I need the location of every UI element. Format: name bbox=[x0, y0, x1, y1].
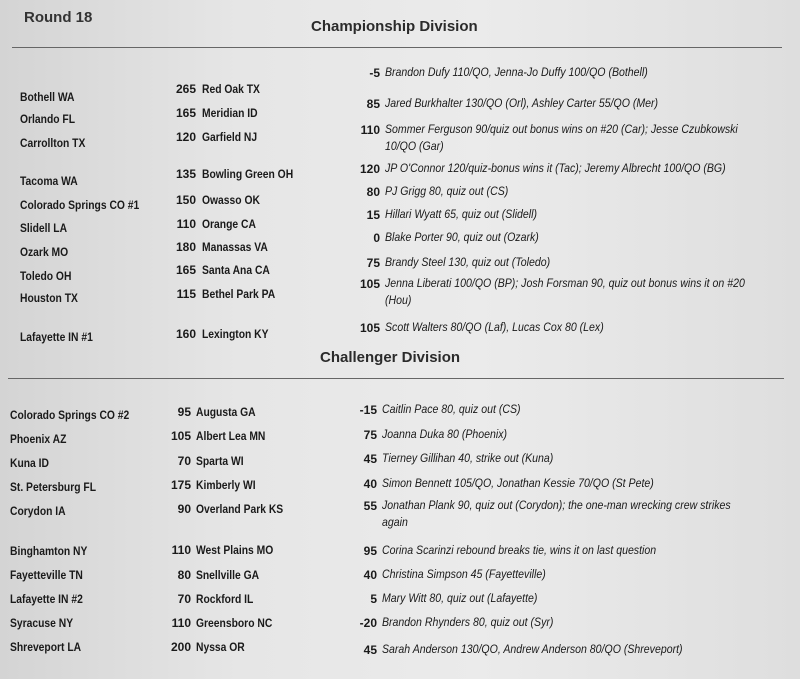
winner-score: 90 bbox=[177, 502, 191, 516]
winner-team: Tacoma WA bbox=[20, 174, 78, 188]
score-margin: 0 bbox=[373, 231, 380, 245]
winner-team: Phoenix AZ bbox=[10, 432, 67, 446]
loser-team: Nyssa OR bbox=[196, 640, 245, 654]
winner-team: Syracuse NY bbox=[10, 616, 74, 630]
score-margin: 105 bbox=[359, 277, 380, 291]
winner-score: 120 bbox=[175, 130, 196, 144]
winner-score: 110 bbox=[171, 543, 191, 557]
game-note: Hillari Wyatt 65, quiz out (Slidell) bbox=[385, 207, 538, 221]
score-margin: 40 bbox=[363, 477, 377, 491]
loser-team: Snellville GA bbox=[196, 568, 260, 582]
score-margin: 55 bbox=[363, 499, 377, 513]
winner-team: Lafayette IN #1 bbox=[20, 330, 93, 344]
winner-score: 135 bbox=[175, 167, 196, 181]
score-margin: 80 bbox=[366, 185, 380, 199]
winner-score: 265 bbox=[175, 82, 196, 96]
loser-team: Red Oak TX bbox=[202, 82, 260, 96]
winner-score: 70 bbox=[177, 592, 191, 606]
score-margin: 45 bbox=[363, 452, 377, 466]
championship-division-title: Championship Division bbox=[311, 18, 478, 35]
score-margin: 40 bbox=[363, 568, 377, 582]
game-note: Blake Porter 90, quiz out (Ozark) bbox=[385, 230, 539, 244]
winner-score: 80 bbox=[177, 568, 191, 582]
game-note: JP O'Connor 120/quiz-bonus wins it (Tac); Jeremy Albrecht 100/QO (BG) bbox=[385, 161, 726, 175]
game-note: Jenna Liberati 100/QO (BP); Josh Forsman 90, quiz out bonus wins it on #20 (Hou) bbox=[385, 276, 745, 307]
loser-team: Orange CA bbox=[202, 217, 256, 231]
winner-team: Shreveport LA bbox=[10, 640, 82, 654]
game-note: Brandy Steel 130, quiz out (Toledo) bbox=[385, 255, 551, 269]
game-note: Sommer Ferguson 90/quiz out bonus wins on #20 (Car); Jesse Czubkowski 10/QO (Gar) bbox=[385, 122, 738, 153]
score-margin: 120 bbox=[359, 162, 380, 176]
loser-team: Manassas VA bbox=[202, 240, 268, 254]
game-note: Sarah Anderson 130/QO, Andrew Anderson 80/QO (Shreveport) bbox=[382, 642, 683, 656]
winner-score: 160 bbox=[175, 327, 196, 341]
loser-team: Bethel Park PA bbox=[202, 287, 276, 301]
winner-team: Toledo OH bbox=[20, 269, 72, 283]
loser-team: West Plains MO bbox=[196, 543, 274, 557]
winner-team: Kuna ID bbox=[10, 456, 49, 470]
loser-team: Bowling Green OH bbox=[202, 167, 294, 181]
game-note: Simon Bennett 105/QO, Jonathan Kessie 70/QO (St Pete) bbox=[382, 476, 654, 490]
loser-team: Meridian ID bbox=[202, 106, 258, 120]
score-margin: 105 bbox=[359, 321, 380, 335]
score-margin: -5 bbox=[369, 66, 380, 80]
score-margin: -15 bbox=[359, 403, 377, 417]
winner-score: 110 bbox=[171, 616, 191, 630]
game-note: Christina Simpson 45 (Fayetteville) bbox=[382, 567, 546, 581]
loser-team: Sparta WI bbox=[196, 454, 244, 468]
winner-score: 70 bbox=[177, 454, 191, 468]
loser-team: Kimberly WI bbox=[196, 478, 256, 492]
winner-score: 165 bbox=[175, 106, 196, 120]
loser-team: Greensboro NC bbox=[196, 616, 273, 630]
game-note: Scott Walters 80/QO (Laf), Lucas Cox 80 (Lex) bbox=[385, 320, 604, 334]
winner-team: Carrollton TX bbox=[20, 136, 86, 150]
winner-score: 165 bbox=[175, 263, 196, 277]
winner-team: Ozark MO bbox=[20, 245, 69, 259]
championship-divider bbox=[12, 47, 782, 48]
score-margin: 75 bbox=[363, 428, 377, 442]
loser-team: Owasso OK bbox=[202, 193, 260, 207]
score-margin: 110 bbox=[360, 123, 380, 137]
score-margin: 5 bbox=[370, 592, 377, 606]
winner-team: Orlando FL bbox=[20, 112, 76, 126]
winner-score: 110 bbox=[176, 217, 196, 231]
winner-team: Colorado Springs CO #2 bbox=[10, 408, 130, 422]
game-note: Joanna Duka 80 (Phoenix) bbox=[382, 427, 508, 441]
score-margin: 45 bbox=[363, 643, 377, 657]
game-note: Brandon Rhynders 80, quiz out (Syr) bbox=[382, 615, 554, 629]
game-note: Mary Witt 80, quiz out (Lafayette) bbox=[382, 591, 538, 605]
winner-score: 175 bbox=[170, 478, 191, 492]
winner-team: Fayetteville TN bbox=[10, 568, 83, 582]
score-margin: 75 bbox=[366, 256, 380, 270]
loser-team: Santa Ana CA bbox=[202, 263, 270, 277]
winner-team: St. Petersburg FL bbox=[10, 480, 97, 494]
winner-team: Corydon IA bbox=[10, 504, 66, 518]
winner-team: Houston TX bbox=[20, 291, 78, 305]
game-note: Jonathan Plank 90, quiz out (Corydon); the one-man wrecking crew strikes again bbox=[382, 498, 731, 529]
loser-team: Overland Park KS bbox=[196, 502, 284, 516]
winner-score: 105 bbox=[170, 429, 191, 443]
winner-score: 95 bbox=[177, 405, 191, 419]
score-margin: 15 bbox=[366, 208, 380, 222]
game-note: Corina Scarinzi rebound breaks tie, wins it on last question bbox=[382, 543, 657, 557]
winner-team: Slidell LA bbox=[20, 221, 68, 235]
winner-team: Lafayette IN #2 bbox=[10, 592, 83, 606]
loser-team: Lexington KY bbox=[202, 327, 269, 341]
winner-score: 115 bbox=[176, 287, 196, 301]
winner-team: Colorado Springs CO #1 bbox=[20, 198, 140, 212]
loser-team: Albert Lea MN bbox=[196, 429, 266, 443]
challenger-divider bbox=[8, 378, 784, 379]
game-note: Brandon Dufy 110/QO, Jenna-Jo Duffy 100/QO (Bothell) bbox=[385, 65, 648, 79]
score-margin: 85 bbox=[366, 97, 380, 111]
score-margin: 95 bbox=[363, 544, 377, 558]
winner-score: 200 bbox=[170, 640, 191, 654]
game-note: Tierney Gillihan 40, strike out (Kuna) bbox=[382, 451, 554, 465]
winner-score: 150 bbox=[175, 193, 196, 207]
winner-team: Bothell WA bbox=[20, 90, 75, 104]
game-note: PJ Grigg 80, quiz out (CS) bbox=[385, 184, 509, 198]
loser-team: Rockford IL bbox=[196, 592, 254, 606]
round-label: Round 18 bbox=[24, 9, 93, 26]
challenger-division-title: Challenger Division bbox=[320, 349, 461, 366]
loser-team: Augusta GA bbox=[196, 405, 256, 419]
game-note: Caitlin Pace 80, quiz out (CS) bbox=[382, 402, 521, 416]
score-margin: -20 bbox=[359, 616, 377, 630]
winner-team: Binghamton NY bbox=[10, 544, 88, 558]
winner-score: 180 bbox=[175, 240, 196, 254]
loser-team: Garfield NJ bbox=[202, 130, 258, 144]
game-note: Jared Burkhalter 130/QO (Orl), Ashley Carter 55/QO (Mer) bbox=[385, 96, 659, 110]
